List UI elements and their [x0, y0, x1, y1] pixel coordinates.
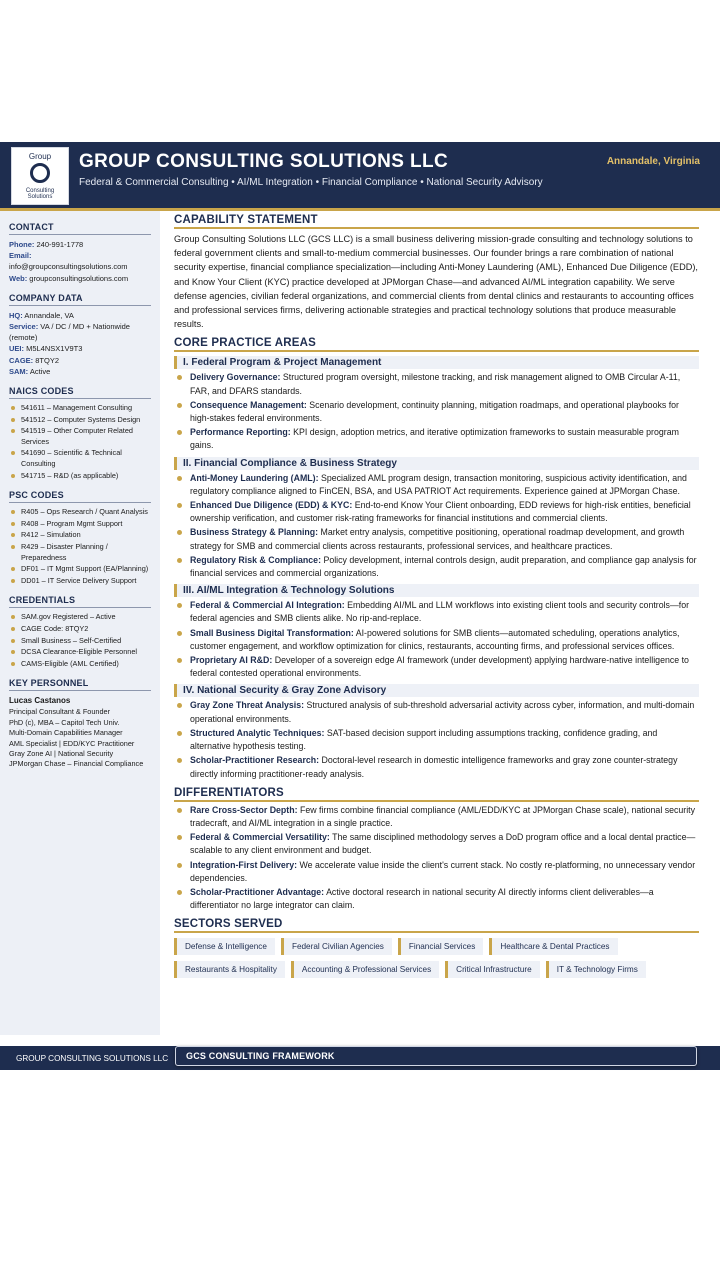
list-item: Rare Cross-Sector Depth: Few firms combine financial compliance (AML/EDD/KYC at JPMorgan Chase scale), national security tradecraft, and AI/ML integration in a single practice.	[174, 804, 699, 830]
list-item: 541519 – Other Computer Related Services	[9, 426, 160, 447]
email-row: Email: info@groupconsultingsolutions.com	[9, 251, 128, 272]
credentials-list	[9, 612, 160, 669]
practice-area-list	[174, 371, 699, 452]
practice-area-title: IV. National Security & Gray Zone Advisory	[174, 684, 699, 697]
personnel-line: Multi-Domain Capabilities Manager	[9, 728, 123, 738]
naics-heading: NAICS CODES	[9, 386, 151, 399]
list-item: 541715 – R&D (as applicable)	[9, 471, 160, 482]
list-item: DCSA Clearance-Eligible Personnel	[9, 647, 160, 658]
list-item: R412 – Simulation	[9, 530, 160, 541]
list-item: Gray Zone Threat Analysis: Structured analysis of sub-threshold adversarial activity across cyber, information, and multi-domain operational environments.	[174, 699, 699, 725]
list-item: Delivery Governance: Structured program oversight, milestone tracking, and risk management aligned to OMB Circular A-11, FAR, and DFARS standards.	[174, 371, 699, 397]
list-item: Structured Analytic Techniques: SAT-based decision support including assumptions tracking, confidence grading, and alternative hypothesis testing.	[174, 727, 699, 753]
personnel-line: Principal Consultant & Founder	[9, 707, 110, 717]
list-item: Performance Reporting: KPI design, adoption metrics, and iterative optimization frameworks to sustain measurable program gains.	[174, 426, 699, 452]
personnel-heading: KEY PERSONNEL	[9, 678, 151, 691]
header-banner	[0, 142, 720, 211]
capability-text: Group Consulting Solutions LLC (GCS LLC) is a small business delivering mission-grade consulting and technology solutions to federal government clients and small-to-medium commercial businesses. Our founder brings a rare combination of national security expertise, financial compliance specialization—including Anti-Money Laundering (AML), Enhanced Due Diligence (EDD), and Know Your Client (KYC) practice developed at JPMorgan Chase—and advanced AI/ML integration capability. We serve defense agencies, civilian federal organizations, and commercial clients from dental clinics and restaurants to accounting offices and professional services firms, delivering actionable strategies and practical technology solutions that produce measurable results.	[174, 234, 698, 330]
sector-chip: IT & Technology Firms	[546, 961, 646, 978]
practice-area-title: I. Federal Program & Project Management	[174, 356, 699, 369]
practice-area-list	[174, 599, 699, 680]
personnel-name: Lucas Castanos	[9, 696, 71, 706]
web-row: Web: groupconsultingsolutions.com	[9, 273, 129, 283]
practice-area-list	[174, 472, 699, 581]
credentials-heading: CREDENTIALS	[9, 595, 151, 608]
list-item: 541690 – Scientific & Technical Consulting	[9, 448, 160, 469]
sector-chip: Federal Civilian Agencies	[281, 938, 392, 955]
list-item: 541611 – Management Consulting	[9, 403, 160, 414]
company-data-heading: COMPANY DATA	[9, 293, 151, 306]
list-item: DD01 – IT Service Delivery Support	[9, 576, 160, 587]
phone-number[interactable]: 240-991-1778	[36, 240, 84, 249]
list-item: Anti-Money Laundering (AML): Specialized AML program design, transaction monitoring, suspicious activity identification, and regulatory compliance aligned to FinCEN, BSA, and USA PATRIOT Act requirements. Experience gained at JPMorgan Chase.	[174, 472, 699, 498]
practice-area-title: III. AI/ML Integration & Technology Solutions	[174, 584, 699, 597]
framework-button-label: GCS CONSULTING FRAMEWORK	[186, 1051, 335, 1061]
list-item: Proprietary AI R&D: Developer of a sovereign edge AI framework (under development) applying hardware-native intelligence to federal contested operational environments.	[174, 654, 699, 680]
list-item: R408 – Program Mgmt Support	[9, 519, 160, 530]
sectors-chips	[174, 938, 699, 978]
psc-list	[9, 507, 160, 586]
list-item: Scholar-Practitioner Research: Doctoral-level research in domestic intelligence frameworks and gray zone counter-strategy directly informing practitioner-ready analysis.	[174, 754, 699, 780]
sector-chip: Critical Infrastructure	[445, 961, 540, 978]
sector-chip: Accounting & Professional Services	[291, 961, 439, 978]
list-item: CAGE Code: 8TQY2	[9, 624, 160, 635]
list-item: R405 – Ops Research / Quant Analysis	[9, 507, 160, 518]
list-item: SAM.gov Registered – Active	[9, 612, 160, 623]
practice-area-title: II. Financial Compliance & Business Strategy	[174, 457, 699, 470]
psc-heading: PSC CODES	[9, 490, 151, 503]
differentiators-list	[174, 804, 699, 913]
sector-chip: Defense & Intelligence	[174, 938, 275, 955]
logo-emblem-icon	[30, 163, 50, 183]
personnel-line: JPMorgan Chase – Financial Compliance	[9, 759, 144, 769]
sector-chip: Restaurants & Hospitality	[174, 961, 285, 978]
email-link[interactable]: info@groupconsultingsolutions.com	[9, 262, 128, 272]
sectors-heading: SECTORS SERVED	[174, 918, 699, 933]
personnel-line: Gray Zone AI | National Security	[9, 748, 114, 758]
cage-row: CAGE: 8TQY2	[9, 355, 60, 365]
differentiators-heading: DIFFERENTIATORS	[174, 787, 699, 802]
uei-row: UEI: M5L4NSX1V9T3	[9, 344, 83, 354]
list-item: Business Strategy & Planning: Market entry analysis, competitive positioning, operational roadmap development, and growth strategy for SMB and commercial clients across restaurants, professional services, and healthcare practices.	[174, 526, 699, 552]
sector-chip: Financial Services	[398, 938, 483, 955]
sam-row: SAM: Active	[9, 366, 51, 376]
list-item: Integration-First Delivery: We accelerate value inside the client's current stack. No costly re-platforming, no unnecessary vendor dependencies.	[174, 859, 699, 885]
personnel-line: AML Specialist | EDD/KYC Practitioner	[9, 738, 135, 748]
practice-area-list	[174, 699, 699, 780]
sidebar	[0, 211, 160, 1035]
list-item: Consequence Management: Scenario development, continuity planning, mitigation roadmaps, and operational playbooks for high-stakes federal environments.	[174, 399, 699, 425]
list-item: 541512 – Computer Systems Design	[9, 415, 160, 426]
list-item: Enhanced Due Diligence (EDD) & KYC: End-to-end Know Your Client onboarding, EDD reviews for high-risk entities, beneficial ownership verification, and customer risk-rating frameworks for financial institutions and commercial clients.	[174, 499, 699, 525]
list-item: DF01 – IT Mgmt Support (EA/Planning)	[9, 564, 160, 575]
capability-heading: CAPABILITY STATEMENT	[174, 214, 699, 229]
list-item: Small Business Digital Transformation: AI-powered solutions for SMB clients—automated scheduling, operations analytics, customer engagement, and workflow optimization for clinics, restaurants, accounting firms, and professional services offices.	[174, 627, 699, 653]
phone-row: Phone: 240-991-1778	[9, 240, 84, 249]
service-row: Service: VA / DC / MD + Nationwide (remote)	[9, 322, 130, 343]
list-item: CAMS-Eligible (AML Certified)	[9, 659, 160, 670]
contact-heading: CONTACT	[9, 222, 151, 235]
logo-side-text: Consulting Solutions	[25, 188, 55, 200]
naics-list	[9, 403, 160, 481]
list-item: Small Business – Self-Certified	[9, 636, 160, 647]
website-link[interactable]: groupconsultingsolutions.com	[29, 273, 129, 283]
location: Annandale, Virginia	[606, 156, 700, 167]
list-item: Scholar-Practitioner Advantage: Active doctoral research in national security AI directly informs client deliverables—a differentiator no large integrator can claim.	[174, 886, 699, 912]
main-content	[174, 214, 699, 978]
hq-row: HQ: Annandale, VA	[9, 310, 74, 320]
list-item: Regulatory Risk & Compliance: Policy development, internal controls design, audit preparation, and compliance gap analysis for financial services and commercial organizations.	[174, 554, 699, 580]
personnel-line: PhD (c), MBA – Capitol Tech Univ.	[9, 717, 120, 727]
company-logo	[11, 147, 69, 205]
sector-chip: Healthcare & Dental Practices	[489, 938, 617, 955]
practice-heading: CORE PRACTICE AREAS	[174, 337, 699, 352]
list-item: Federal & Commercial AI Integration: Embedding AI/ML and LLM workflows into existing client tools and security controls—for federal agencies and SMB clients alike. No rip-and-replace.	[174, 599, 699, 625]
tagline: Federal & Commercial Consulting • AI/ML Integration • Financial Compliance • National Security Advisory	[79, 177, 543, 188]
footer-company-name: GROUP CONSULTING SOLUTIONS LLC	[16, 1054, 169, 1063]
logo-top-text: Group	[28, 152, 52, 161]
framework-button[interactable]	[175, 1046, 697, 1066]
list-item: R429 – Disaster Planning / Preparedness	[9, 542, 160, 563]
list-item: Federal & Commercial Versatility: The same disciplined methodology serves a DoD program office and a local dental practice—scalable to any client environment and budget.	[174, 831, 699, 857]
company-name: GROUP CONSULTING SOLUTIONS LLC	[79, 151, 449, 172]
